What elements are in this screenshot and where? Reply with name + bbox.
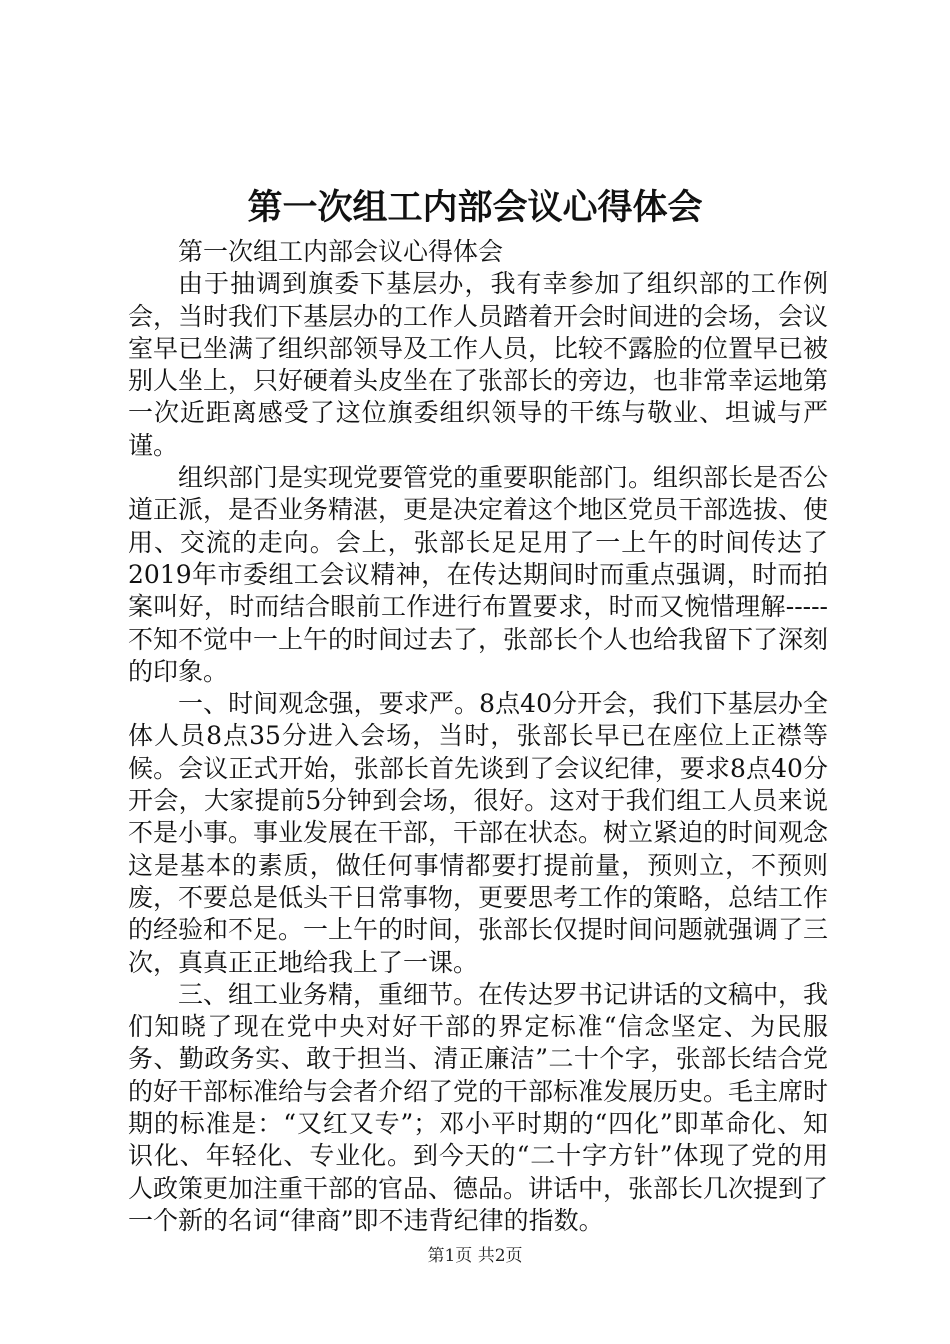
- page-footer: [0, 1245, 950, 1267]
- page-number: 第1页 共2页: [427, 1246, 523, 1266]
- paragraph-subtitle: 第一次组工内部会议心得体会: [178, 237, 504, 266]
- paragraph-point-one: 一、时间观念强，要求严。8点40分开会，我们下基层办全体人员8点35分进入会场，当时，张部长早已在座位上正襟等候。会议正式开始，张部长首先谈到了会议纪律，要求8点40分开会，大家提前5分钟到会场，很好。这对于我们组工人员来说不是小事。事业发展在干部，干部在状态。树立紧迫的时间观念这是基本的素质，做任何事情都要打提前量，预则立，不预则废，不要总是低头干日常事物，更要思考工作的策略，总结工作的经验和不足。一上午的时间，张部长仅提时间问题就强调了三次，真真正正地给我上了一课。: [128, 689, 829, 977]
- document-title: 第一次组工内部会议心得体会: [247, 187, 703, 228]
- paragraph-point-three: 三、组工业务精，重细节。在传达罗书记讲话的文稿中，我们知晓了现在党中央对好干部的界定标准“信念坚定、为民服务、勤政务实、敢于担当、清正廉洁”二十个字，张部长结合党的好干部标准给与会者介绍了党的干部标准发展历史。毛主席时期的标准是：“又红又专”；邓小平时期的“四化”即革命化、知识化、年轻化、专业化。到今天的“二十字方针”体现了党的用人政策更加注重干部的官品、德品。讲话中，张部长几次提到了一个新的名词“律商”即不违背纪律的指数。: [128, 979, 829, 1235]
- paragraph-organization: 组织部门是实现党要管党的重要职能部门。组织部长是否公道正派，是否业务精湛，更是决定着这个地区党员干部选拔、使用、交流的走向。会上，张部长足足用了一上午的时间传达了2019年市委组工会议精神，在传达期间时而重点强调，时而拍案叫好，时而结合眼前工作进行布置要求，时而又惋惜理解-----不知不觉中一上午的时间过去了，张部长个人也给我留下了深刻的印象。: [128, 463, 829, 686]
- paragraph-intro: 由于抽调到旗委下基层办，我有幸参加了组织部的工作例会，当时我们下基层办的工作人员踏着开会时间进的会场，会议室早已坐满了组织部领导及工作人员，比较不露脸的位置早已被别人坐上，只好硬着头皮坐在了张部长的旁边，也非常幸运地第一次近距离感受了这位旗委组织领导的干练与敬业、坦诚与严谨。: [128, 269, 829, 460]
- document-body: [128, 236, 828, 1237]
